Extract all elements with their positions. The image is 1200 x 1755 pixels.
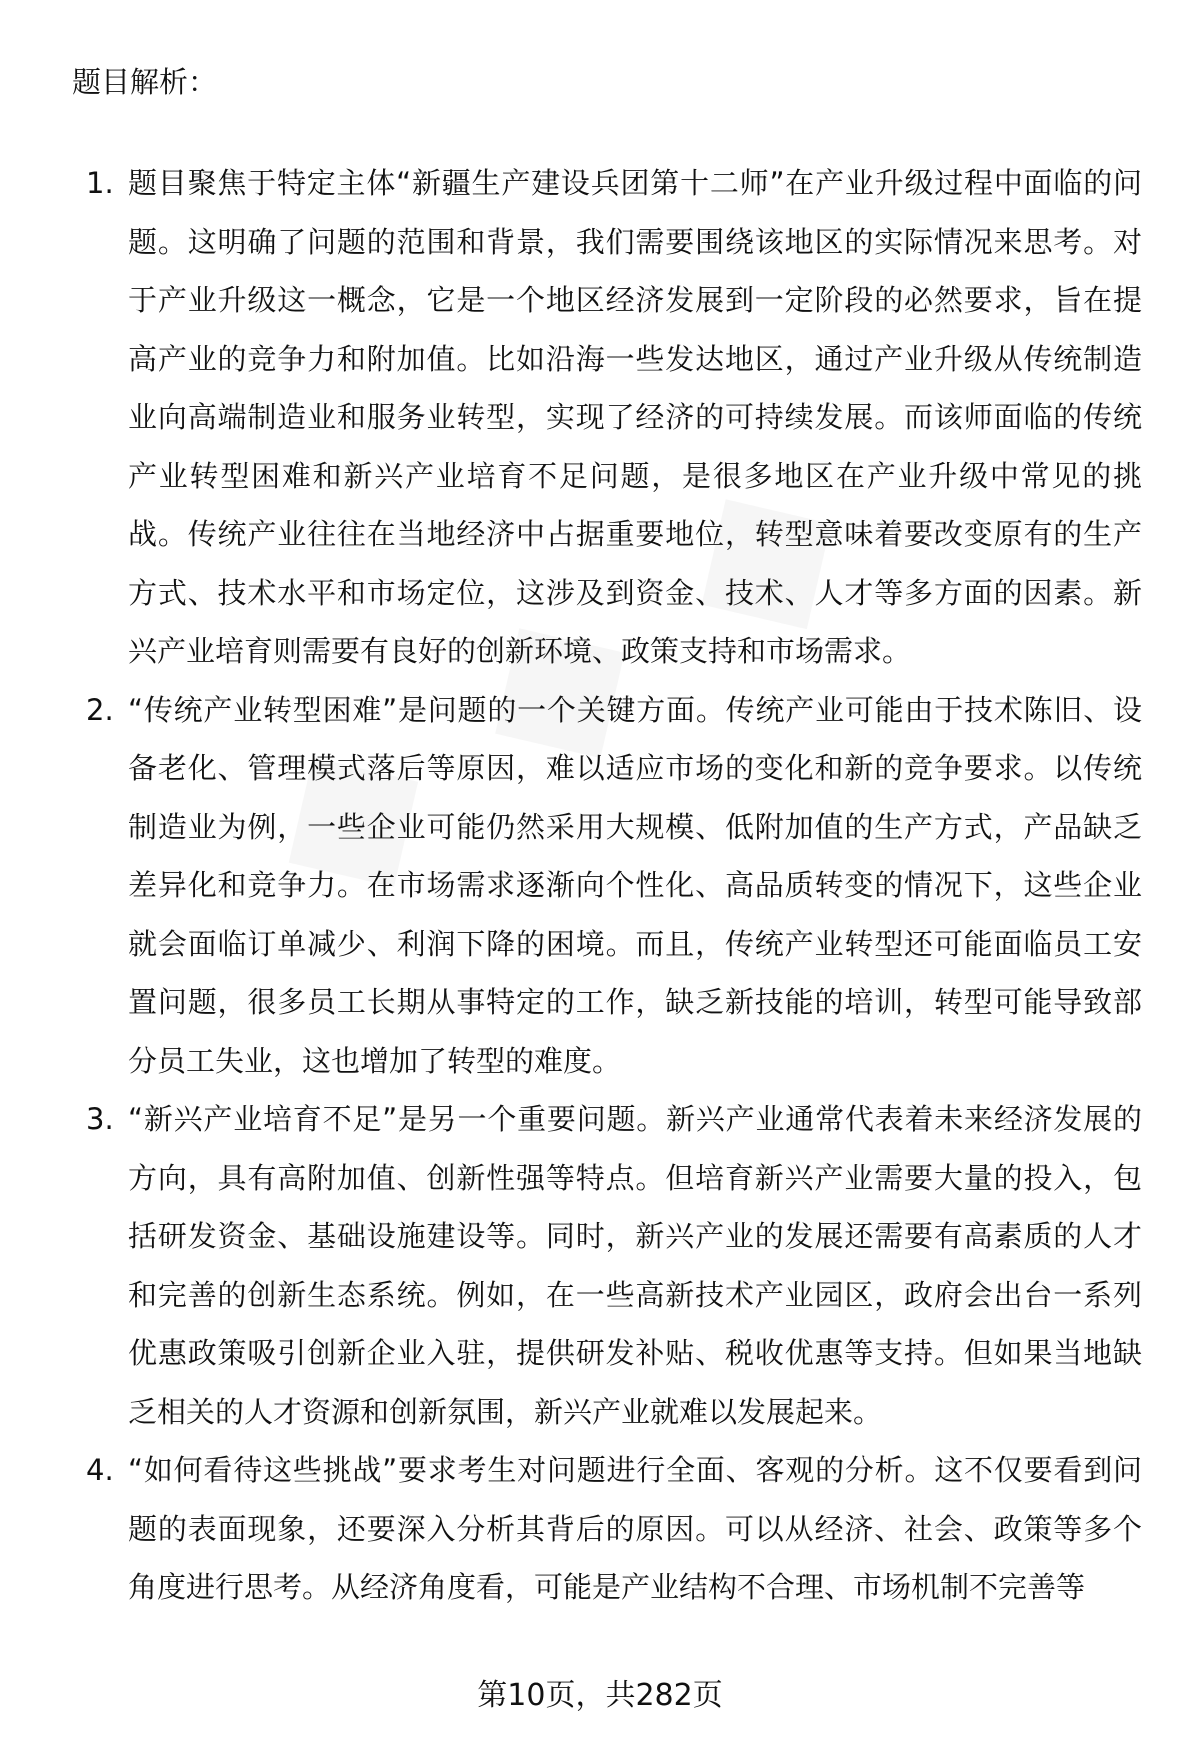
- section-heading: 题目解析：: [72, 65, 218, 99]
- list-item-number: 2.: [86, 692, 114, 727]
- list-item-number: 3.: [86, 1102, 114, 1136]
- list-item-3: [72, 1090, 1142, 1441]
- list-item-1: [72, 154, 1142, 681]
- list-item-4: [72, 1441, 1142, 1617]
- list-item-text: “如何看待这些挑战”要求考生对问题进行全面、客观的分析。这不仅要看到问题的表面现象，还要深入分析其背后的原因。可以从经济、社会、政策等多个角度进行思考。从经济角度看，可能是产业结构不合理、市场机制不完善等: [128, 1453, 1142, 1604]
- list-item-text: “传统产业转型困难”是问题的一个关键方面。传统产业可能由于技术陈旧、设备老化、管理模式落后等原因，难以适应市场的变化和新的竞争要求。以传统制造业为例，一些企业可能仍然采用大规模、低附加值的生产方式，产品缺乏差异化和竞争力。在市场需求逐渐向个性化、高品质转变的情况下，这些企业就会面临订单减少、利润下降的困境。而且，传统产业转型还可能面临员工安置问题，很多员工长期从事特定的工作，缺乏新技能的培训，转型可能导致部分员工失业，这也增加了转型的难度。: [128, 692, 1142, 1078]
- list-item-2: [72, 681, 1142, 1091]
- list-item-number: 4.: [86, 1453, 114, 1487]
- list-item-text: 题目聚焦于特定主体“新疆生产建设兵团第十二师”在产业升级过程中面临的问题。这明确了问题的范围和背景，我们需要围绕该地区的实际情况来思考。对于产业升级这一概念，它是一个地区经济发展到一定阶段的必然要求，旨在提高产业的竞争力和附加值。比如沿海一些发达地区，通过产业升级从传统制造业向高端制造业和服务业转型，实现了经济的可持续发展。而该师面临的传统产业转型困难和新兴产业培育不足问题，是很多地区在产业升级中常见的挑战。传统产业往往在当地经济中占据重要地位，转型意味着要改变原有的生产方式、技术水平和市场定位，这涉及到资金、技术、人才等多方面的因素。新兴产业培育则需要有良好的创新环境、政策支持和市场需求。: [128, 166, 1142, 668]
- list-item-text: “新兴产业培育不足”是另一个重要问题。新兴产业通常代表着未来经济发展的方向，具有高附加值、创新性强等特点。但培育新兴产业需要大量的投入，包括研发资金、基础设施建设等。同时，新兴产业的发展还需要有高素质的人才和完善的创新生态系统。例如，在一些高新技术产业园区，政府会出台一系列优惠政策吸引创新企业入驻，提供研发补贴、税收优惠等支持。但如果当地缺乏相关的人才资源和创新氛围，新兴产业就难以发展起来。: [128, 1102, 1142, 1429]
- analysis-list: [72, 154, 1142, 1617]
- list-item-number: 1.: [86, 166, 114, 200]
- page-number-footer: 第10页，共282页: [477, 1678, 723, 1713]
